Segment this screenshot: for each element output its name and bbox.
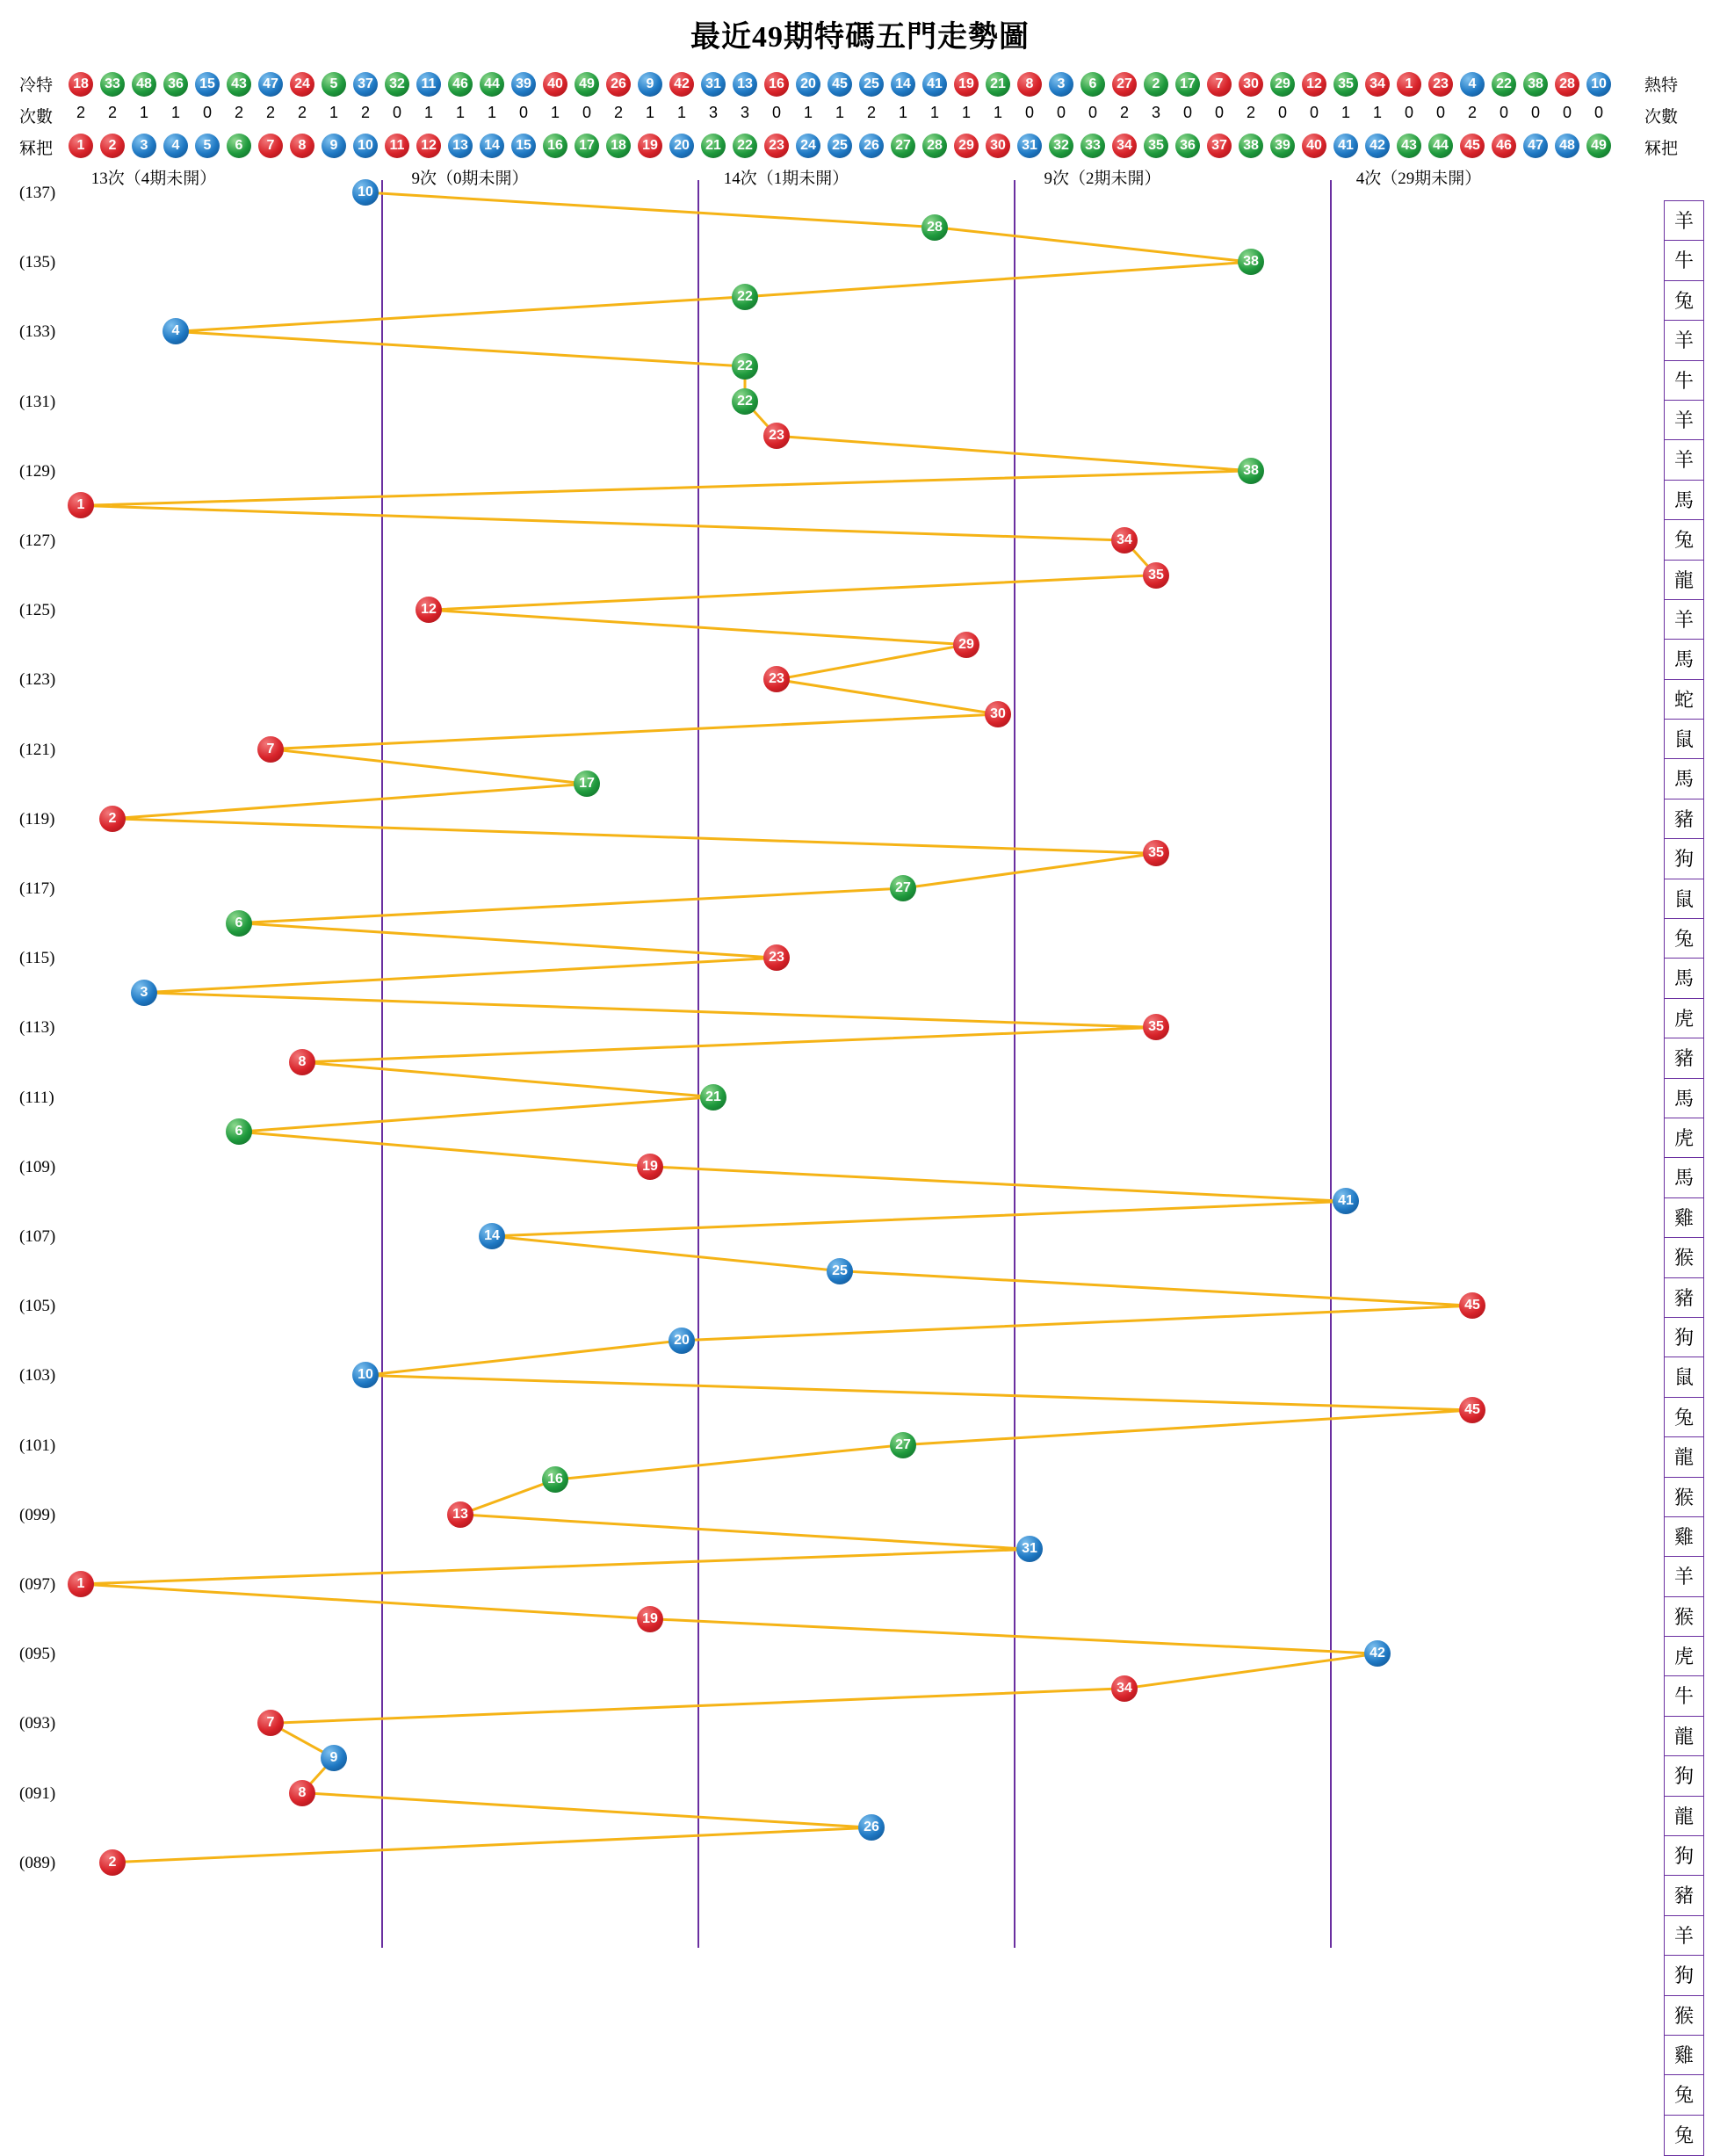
count-value: 1	[170, 104, 180, 121]
cold-number-ball[interactable]: 20	[796, 72, 820, 97]
group-summary-label: 9次（0期未開）	[411, 170, 529, 188]
pick-number-ball[interactable]: 16	[543, 134, 567, 158]
pick-number-ball[interactable]: 47	[1523, 134, 1548, 158]
draw-number-node[interactable]: 35	[1143, 840, 1169, 866]
zodiac-cell: 虎	[1665, 999, 1703, 1038]
cold-number-ball[interactable]: 21	[986, 72, 1010, 97]
period-label: (109)	[19, 1157, 56, 1176]
cold-number-ball[interactable]: 28	[1555, 72, 1579, 97]
zodiac-cell: 兔	[1665, 919, 1703, 959]
draw-number-node[interactable]: 13	[447, 1501, 473, 1528]
count-value: 1	[993, 104, 1002, 121]
zodiac-cell: 狗	[1665, 1756, 1703, 1796]
pick-number-ball[interactable]: 25	[827, 134, 852, 158]
cold-number-ball[interactable]: 2	[1144, 72, 1168, 97]
cold-number-ball[interactable]: 1	[1397, 72, 1421, 97]
period-label: (107)	[19, 1227, 56, 1246]
count-value: 2	[297, 104, 307, 121]
draw-number-node[interactable]: 31	[1016, 1536, 1043, 1562]
zodiac-cell: 兔	[1665, 2075, 1703, 2115]
pick-number-ball[interactable]: 24	[796, 134, 820, 158]
pick-number-ball[interactable]: 18	[606, 134, 631, 158]
cold-number-ball[interactable]: 37	[353, 72, 378, 97]
draw-number-node[interactable]: 38	[1238, 249, 1264, 275]
draw-number-node[interactable]: 12	[416, 597, 442, 623]
draw-number-node[interactable]: 14	[479, 1223, 505, 1249]
zodiac-cell: 兔	[1673, 2123, 1694, 2146]
header-number-grid	[0, 72, 1720, 188]
draw-number-node[interactable]: 7	[257, 1710, 284, 1736]
zodiac-cell: 猴	[1665, 1996, 1703, 2036]
zodiac-cell: 羊	[1665, 1557, 1703, 1596]
count-value: 2	[1119, 104, 1129, 121]
pick-number-ball[interactable]: 17	[575, 134, 599, 158]
pick-number-ball[interactable]: 45	[1460, 134, 1485, 158]
cold-number-ball[interactable]: 16	[764, 72, 789, 97]
count-value: 0	[518, 104, 528, 121]
pick-number-ball[interactable]: 10	[353, 134, 378, 158]
count-value: 1	[645, 104, 654, 121]
zodiac-cell: 狗	[1665, 1956, 1703, 1995]
draw-number-node[interactable]: 23	[763, 944, 790, 971]
zodiac-cell: 虎	[1665, 1118, 1703, 1158]
zodiac-cell: 兔	[1665, 281, 1703, 321]
cold-number-ball[interactable]: 30	[1239, 72, 1263, 97]
zodiac-cell: 馬	[1665, 1079, 1703, 1118]
cold-number-ball[interactable]: 44	[480, 72, 504, 97]
zodiac-cell: 龍	[1665, 1717, 1703, 1756]
cold-number-ball[interactable]: 29	[1270, 72, 1295, 97]
draw-number-node[interactable]: 16	[542, 1466, 568, 1493]
period-label: (135)	[19, 253, 56, 272]
zodiac-cell: 鼠	[1665, 720, 1703, 759]
cold-number-ball[interactable]: 19	[954, 72, 979, 97]
zodiac-cell: 馬	[1665, 759, 1703, 799]
pick-number-ball[interactable]: 37	[1207, 134, 1232, 158]
cold-number-ball[interactable]: 26	[606, 72, 631, 97]
pick-number-ball[interactable]: 3	[132, 134, 156, 158]
count-value: 0	[1214, 104, 1224, 121]
draw-number-node[interactable]: 2	[99, 1849, 126, 1876]
draw-number-node[interactable]: 23	[763, 423, 790, 449]
cold-number-ball[interactable]: 6	[1080, 72, 1105, 97]
pick-number-ball[interactable]: 11	[385, 134, 409, 158]
draw-number-node[interactable]: 4	[163, 318, 189, 344]
draw-number-node[interactable]: 23	[763, 666, 790, 692]
count-value: 0	[1056, 104, 1066, 121]
pick-number-ball[interactable]: 40	[1302, 134, 1326, 158]
zodiac-cell: 狗	[1665, 1836, 1703, 1876]
count-value: 3	[1151, 104, 1160, 121]
draw-number-node[interactable]: 29	[953, 632, 979, 658]
draw-number-node[interactable]: 25	[827, 1258, 853, 1284]
zodiac-cell: 牛	[1665, 241, 1703, 280]
draw-number-node[interactable]: 22	[732, 353, 758, 380]
zodiac-cell: 狗	[1665, 839, 1703, 879]
period-label: (127)	[19, 532, 56, 550]
cold-number-ball[interactable]: 42	[669, 72, 694, 97]
zodiac-cell: 鼠	[1665, 879, 1703, 919]
period-label: (115)	[19, 949, 55, 968]
count-value: 2	[613, 104, 623, 121]
pick-number-ball[interactable]: 13	[448, 134, 473, 158]
zodiac-cell: 羊	[1665, 440, 1703, 480]
period-label: (125)	[19, 601, 56, 620]
cold-number-ball[interactable]: 34	[1365, 72, 1390, 97]
zodiac-cell: 羊	[1665, 401, 1703, 440]
count-value: 0	[1309, 104, 1319, 121]
draw-number-node[interactable]: 28	[921, 214, 948, 241]
cold-number-ball[interactable]: 5	[322, 72, 346, 97]
zodiac-cell: 龍	[1665, 561, 1703, 600]
pick-number-ball[interactable]: 14	[480, 134, 504, 158]
period-label: (093)	[19, 1714, 56, 1733]
zodiac-cell: 雞	[1665, 1517, 1703, 1557]
draw-number-node[interactable]: 20	[668, 1328, 695, 1354]
draw-number-node[interactable]: 8	[289, 1049, 315, 1075]
period-label: (133)	[19, 322, 56, 342]
draw-number-node[interactable]: 9	[321, 1745, 347, 1771]
pick-number-ball[interactable]: 30	[986, 134, 1010, 158]
period-label: (111)	[19, 1088, 54, 1107]
draw-number-node[interactable]: 17	[574, 771, 600, 797]
pick-number-ball[interactable]: 46	[1492, 134, 1516, 158]
zodiac-cell: 猴	[1665, 1238, 1703, 1277]
draw-number-node[interactable]: 45	[1459, 1292, 1485, 1319]
count-value: 2	[76, 104, 85, 121]
cold-number-ball[interactable]: 49	[575, 72, 599, 97]
count-value: 2	[1467, 104, 1477, 121]
zodiac-cell: 牛	[1665, 361, 1703, 401]
count-value: 0	[1530, 104, 1540, 121]
zodiac-cell: 豬	[1665, 1278, 1703, 1318]
pick-number-ball[interactable]: 31	[1017, 134, 1042, 158]
cold-number-ball[interactable]: 25	[859, 72, 884, 97]
count-value: 1	[329, 104, 338, 121]
pick-number-ball[interactable]: 44	[1428, 134, 1453, 158]
zodiac-cell: 龍	[1665, 1437, 1703, 1477]
zodiac-cell: 豬	[1665, 1876, 1703, 1915]
header-row-label-cold-left: 冷特	[19, 76, 54, 95]
group-summary-label: 4次（29期未開）	[1355, 170, 1482, 188]
draw-number-node[interactable]: 35	[1143, 562, 1169, 589]
draw-number-node[interactable]: 3	[131, 980, 157, 1006]
count-value: 0	[1435, 104, 1445, 121]
count-value: 1	[1341, 104, 1350, 121]
group-summary-label: 9次（2期未開）	[1044, 170, 1161, 188]
cold-number-ball[interactable]: 3	[1049, 72, 1073, 97]
cold-number-ball[interactable]: 17	[1175, 72, 1200, 97]
zodiac-cell: 牛	[1665, 1676, 1703, 1716]
draw-number-node[interactable]: 8	[289, 1780, 315, 1806]
count-value: 2	[1246, 104, 1255, 121]
cold-number-ball[interactable]: 31	[701, 72, 726, 97]
draw-number-node[interactable]: 35	[1143, 1014, 1169, 1040]
count-value: 2	[234, 104, 243, 121]
cold-number-ball[interactable]: 41	[922, 72, 947, 97]
period-label: (101)	[19, 1436, 56, 1455]
draw-number-node[interactable]: 27	[890, 875, 916, 901]
draw-number-node[interactable]: 45	[1459, 1397, 1485, 1423]
cold-number-ball[interactable]: 4	[1460, 72, 1485, 97]
count-value: 1	[676, 104, 686, 121]
cold-number-ball[interactable]: 10	[1586, 72, 1611, 97]
cold-number-ball[interactable]: 32	[385, 72, 409, 97]
cold-number-ball[interactable]: 48	[132, 72, 156, 97]
draw-number-node[interactable]: 10	[352, 1362, 379, 1388]
draw-number-node[interactable]: 27	[890, 1432, 916, 1458]
zodiac-cell: 兔	[1665, 520, 1703, 560]
cold-number-ball[interactable]: 14	[891, 72, 915, 97]
trend-plot	[0, 180, 1720, 1948]
draw-number-node[interactable]: 41	[1333, 1188, 1359, 1214]
cold-number-ball[interactable]: 35	[1333, 72, 1358, 97]
cold-number-ball[interactable]: 22	[1492, 72, 1516, 97]
pick-number-ball[interactable]: 41	[1333, 134, 1358, 158]
draw-number-node[interactable]: 38	[1238, 458, 1264, 484]
pick-number-ball[interactable]: 39	[1270, 134, 1295, 158]
count-value: 2	[107, 104, 117, 121]
pick-number-ball[interactable]: 8	[290, 134, 314, 158]
cold-number-ball[interactable]: 39	[511, 72, 536, 97]
draw-number-node[interactable]: 1	[68, 1571, 94, 1597]
pick-number-ball[interactable]: 6	[227, 134, 251, 158]
draw-number-node[interactable]: 34	[1111, 527, 1138, 553]
cold-number-ball[interactable]: 15	[195, 72, 220, 97]
count-value: 0	[1088, 104, 1097, 121]
pick-number-ball[interactable]: 34	[1112, 134, 1137, 158]
pick-number-ball[interactable]: 49	[1586, 134, 1611, 158]
count-value: 3	[740, 104, 749, 121]
count-value: 1	[929, 104, 939, 121]
zodiac-cell: 龍	[1665, 1797, 1703, 1836]
zodiac-cell: 羊	[1665, 201, 1703, 241]
period-label: (099)	[19, 1505, 56, 1524]
zodiac-cell: 兔	[1665, 1398, 1703, 1437]
count-value: 2	[360, 104, 370, 121]
draw-number-node[interactable]: 7	[257, 736, 284, 763]
pick-number-ball[interactable]: 12	[416, 134, 441, 158]
count-value: 0	[392, 104, 401, 121]
zodiac-cell: 豬	[1665, 1038, 1703, 1078]
count-value: 0	[1277, 104, 1287, 121]
count-value: 0	[1499, 104, 1508, 121]
cold-number-ball[interactable]: 45	[827, 72, 852, 97]
zodiac-cell: 雞	[1665, 2036, 1703, 2075]
count-value: 2	[265, 104, 275, 121]
pick-number-ball[interactable]: 27	[891, 134, 915, 158]
count-value: 0	[1024, 104, 1034, 121]
period-label: (117)	[19, 879, 55, 898]
draw-number-node[interactable]: 1	[68, 492, 94, 518]
period-label: (089)	[19, 1853, 56, 1872]
cold-number-ball[interactable]: 33	[100, 72, 125, 97]
cold-number-ball[interactable]: 46	[448, 72, 473, 97]
zodiac-cell: 馬	[1665, 959, 1703, 998]
period-label: (121)	[19, 740, 56, 759]
count-value: 1	[423, 104, 433, 121]
page-title: 最近49期特碼五門走勢圖	[690, 21, 1030, 54]
count-value: 1	[550, 104, 560, 121]
header-row-label-count-right: 次數	[1644, 108, 1679, 127]
draw-number-node[interactable]: 19	[637, 1154, 663, 1180]
header-row-label-pick-right: 冧把	[1644, 140, 1679, 158]
count-value: 1	[139, 104, 148, 121]
count-value: 2	[866, 104, 876, 121]
draw-number-node[interactable]: 42	[1364, 1640, 1391, 1667]
zodiac-cell: 馬	[1665, 640, 1703, 679]
draw-number-node[interactable]: 30	[985, 701, 1011, 727]
count-value: 0	[1562, 104, 1572, 121]
pick-number-ball[interactable]: 2	[100, 134, 125, 158]
count-value: 0	[1594, 104, 1603, 121]
cold-number-ball[interactable]: 8	[1017, 72, 1042, 97]
count-value: 1	[898, 104, 907, 121]
draw-number-node[interactable]: 2	[99, 806, 126, 832]
pick-number-ball[interactable]: 32	[1049, 134, 1073, 158]
count-value: 0	[202, 104, 212, 121]
period-label: (113)	[19, 1018, 55, 1038]
pick-number-ball[interactable]: 20	[669, 134, 694, 158]
draw-number-node[interactable]: 34	[1111, 1675, 1138, 1702]
pick-number-ball[interactable]: 21	[701, 134, 726, 158]
cold-number-ball[interactable]: 27	[1112, 72, 1137, 97]
pick-number-ball[interactable]: 42	[1365, 134, 1390, 158]
pick-number-ball[interactable]: 22	[733, 134, 757, 158]
count-value: 0	[1404, 104, 1413, 121]
pick-number-ball[interactable]: 4	[163, 134, 188, 158]
cold-number-ball[interactable]: 43	[227, 72, 251, 97]
cold-number-ball[interactable]: 11	[416, 72, 441, 97]
zodiac-cell: 雞	[1665, 1198, 1703, 1238]
pick-number-ball[interactable]: 36	[1175, 134, 1200, 158]
cold-number-ball[interactable]: 7	[1207, 72, 1232, 97]
period-label: (123)	[19, 670, 56, 690]
period-label: (091)	[19, 1783, 56, 1803]
cold-number-ball[interactable]: 36	[163, 72, 188, 97]
draw-number-node[interactable]: 19	[637, 1606, 663, 1632]
period-label: (105)	[19, 1297, 56, 1316]
pick-number-ball[interactable]: 35	[1144, 134, 1168, 158]
pick-number-ball[interactable]: 1	[69, 134, 93, 158]
draw-number-node[interactable]: 22	[732, 284, 758, 310]
trend-lines	[0, 180, 1720, 1948]
header-row-label-pick-left: 冧把	[19, 140, 54, 158]
zodiac-cell: 羊	[1665, 600, 1703, 640]
draw-number-node[interactable]: 22	[732, 388, 758, 415]
cold-number-ball[interactable]: 13	[733, 72, 757, 97]
group-summary-label: 14次（1期未開）	[723, 170, 849, 188]
zodiac-cell: 馬	[1665, 1158, 1703, 1197]
cold-number-ball[interactable]: 23	[1428, 72, 1453, 97]
pick-number-ball[interactable]: 43	[1397, 134, 1421, 158]
draw-number-node[interactable]: 21	[700, 1084, 726, 1111]
period-label: (119)	[19, 809, 55, 828]
zodiac-cell: 虎	[1665, 1637, 1703, 1676]
count-value: 3	[708, 104, 718, 121]
count-value: 1	[803, 104, 813, 121]
zodiac-cell: 狗	[1665, 1318, 1703, 1357]
period-label: (129)	[19, 461, 56, 481]
draw-number-node[interactable]: 10	[352, 179, 379, 206]
period-label: (131)	[19, 392, 56, 411]
pick-number-ball[interactable]: 48	[1555, 134, 1579, 158]
zodiac-cell: 猴	[1665, 1478, 1703, 1517]
pick-number-ball[interactable]: 19	[638, 134, 662, 158]
count-value: 1	[835, 104, 844, 121]
pick-number-ball[interactable]: 38	[1239, 134, 1263, 158]
pick-number-ball[interactable]: 28	[922, 134, 947, 158]
pick-number-ball[interactable]: 5	[195, 134, 220, 158]
cold-number-ball[interactable]: 18	[69, 72, 93, 97]
cold-number-ball[interactable]: 47	[258, 72, 283, 97]
count-value: 1	[1372, 104, 1382, 121]
pick-number-ball[interactable]: 15	[511, 134, 536, 158]
pick-number-ball[interactable]: 29	[954, 134, 979, 158]
cold-number-ball[interactable]: 38	[1523, 72, 1548, 97]
period-label: (095)	[19, 1645, 56, 1664]
cold-number-ball[interactable]: 24	[290, 72, 314, 97]
zodiac-cell: 羊	[1665, 321, 1703, 360]
cold-number-ball[interactable]: 12	[1302, 72, 1326, 97]
pick-number-ball[interactable]: 7	[258, 134, 283, 158]
zodiac-cell: 蛇	[1665, 680, 1703, 720]
pick-number-ball[interactable]: 26	[859, 134, 884, 158]
group-summary-label: 13次（4期未開）	[90, 170, 217, 188]
header-row-label-cold-right: 熱特	[1644, 76, 1679, 95]
draw-number-node[interactable]: 6	[226, 1118, 252, 1145]
zodiac-cell: 鼠	[1665, 1357, 1703, 1397]
count-value: 0	[582, 104, 591, 121]
count-value: 1	[961, 104, 971, 121]
zodiac-cell: 馬	[1665, 481, 1703, 520]
count-value: 0	[1182, 104, 1192, 121]
header-row-label-count-left: 次數	[19, 108, 54, 127]
zodiac-cell: 猴	[1665, 1597, 1703, 1637]
zodiac-cell: 羊	[1665, 1916, 1703, 1956]
pick-number-ball[interactable]: 9	[322, 134, 346, 158]
count-value: 0	[771, 104, 781, 121]
cold-number-ball[interactable]: 40	[543, 72, 567, 97]
pick-number-ball[interactable]: 23	[764, 134, 789, 158]
period-label: (097)	[19, 1575, 56, 1594]
count-value: 1	[455, 104, 465, 121]
pick-number-ball[interactable]: 33	[1080, 134, 1105, 158]
count-value: 1	[487, 104, 496, 121]
draw-number-node[interactable]: 6	[226, 910, 252, 937]
draw-number-node[interactable]: 26	[858, 1814, 885, 1841]
cold-number-ball[interactable]: 9	[638, 72, 662, 97]
zodiac-cell: 豬	[1665, 799, 1703, 839]
period-label: (103)	[19, 1366, 56, 1385]
period-label: (137)	[19, 184, 56, 202]
